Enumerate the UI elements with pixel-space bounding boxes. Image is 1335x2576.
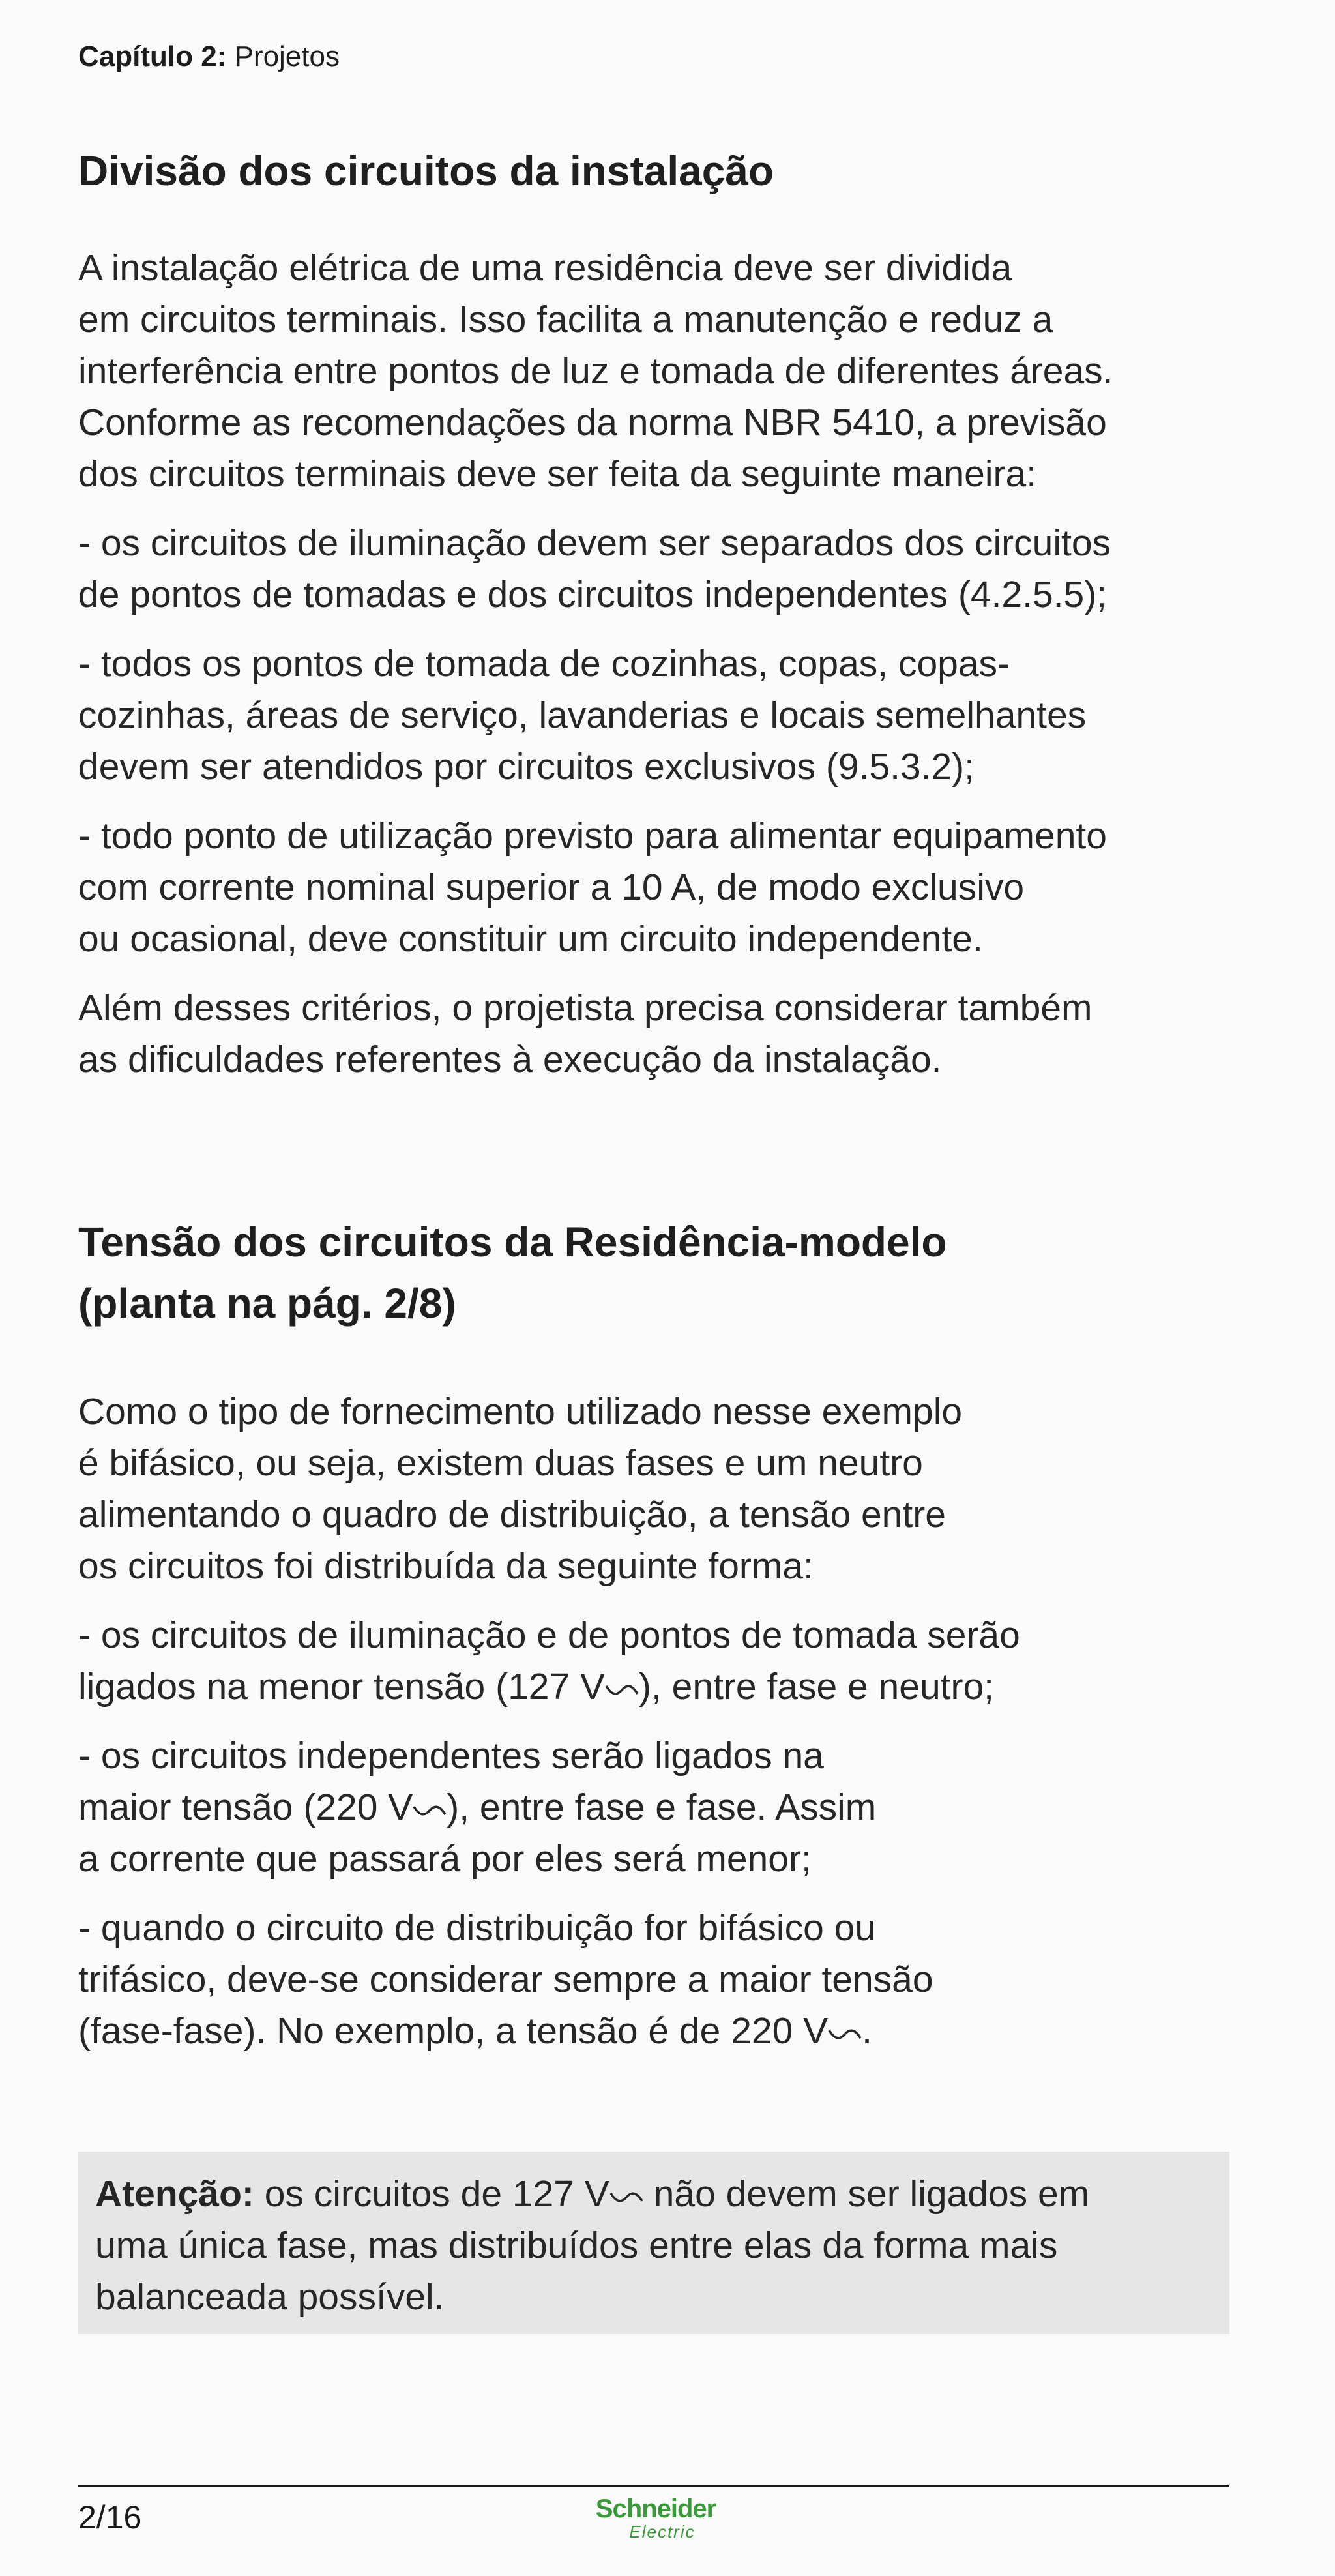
ac-symbol-icon: [605, 1680, 639, 1699]
paragraph-supply: Como o tipo de fornecimento utilizado nesse exemplo é bifásico, ou seja, existem duas fases e um neutro alimentando o quadro de distribuição, a tensão entre os circuitos foi distribuída da seguinte forma:: [78, 1391, 963, 1587]
ac-symbol-icon: [413, 1800, 447, 1820]
section-title-voltage: Tensão dos circuitos da Residência-modelo (planta na pág. 2/8): [78, 1219, 947, 1327]
text-127v-b: ), entre fase e neutro;: [639, 1666, 995, 1708]
section-title-division: Divisão dos circuitos da instalação: [78, 147, 774, 194]
section-body-voltage: [78, 1386, 1225, 2075]
text-distribution-b: .: [862, 2010, 873, 2052]
paragraph-rule-kitchen: - todos os pontos de tomada de cozinhas, copas, copas- cozinhas, áreas de serviço, lavanderias e locais semelhantes devem ser atendidos por circuitos exclusivos (9.5.3.2);: [78, 643, 1087, 788]
paragraph-220v: [78, 1730, 1225, 1885]
paragraph-rule-lighting: - os circuitos de iluminação devem ser separados dos circuitos de pontos de tomadas e dos circuitos independentes (4.2.5.5);: [78, 522, 1111, 615]
attention-label: Atenção:: [95, 2173, 254, 2215]
text-distribution-a: - quando o circuito de distribuição for bifásico ou trifásico, deve-se considerar sempre a maior tensão (fase-fase). No exemplo, a tensão é de 220 V: [78, 1907, 933, 2052]
chapter-label: Capítulo 2:: [78, 40, 227, 72]
attention-text-b: não devem ser ligados em uma única fase, mas distribuídos entre elas da forma mais balanceada possível.: [95, 2173, 1090, 2318]
ac-symbol-icon: [828, 2024, 862, 2043]
paragraph-criteria: Além desses critérios, o projetista precisa considerar também as dificuldades referentes à execução da instalação.: [78, 987, 1093, 1080]
attention-box: [78, 2152, 1229, 2334]
ac-symbol-icon: [609, 2187, 643, 2206]
text-127v-a: - os circuitos de iluminação e de pontos de tomada serão ligados na menor tensão (127 V: [78, 1614, 1020, 1708]
logo-subtitle: Electric: [629, 2522, 696, 2541]
text-220v-a: - os circuitos independentes serão ligados na maior tensão (220 V: [78, 1735, 824, 1828]
chapter-title: Projetos: [234, 40, 340, 72]
paragraph-127v: [78, 1610, 1225, 1713]
paragraph-rule-10a: - todo ponto de utilização previsto para alimentar equipamento com corrente nominal superior a 10 A, de modo exclusivo ou ocasional, deve constituir um circuito independente.: [78, 815, 1107, 960]
schneider-electric-logo: [578, 2495, 734, 2540]
attention-text-a: os circuitos de 127 V: [254, 2173, 609, 2215]
chapter-header: [78, 40, 340, 73]
text-220v-b: ), entre fase e fase. Assim a corrente que passará por eles será menor;: [78, 1786, 877, 1880]
paragraph-distribution: [78, 1902, 1225, 2057]
logo-wordmark: Schneider: [595, 2495, 716, 2523]
page-number: 2/16: [78, 2499, 142, 2536]
attention-text: [95, 2169, 1212, 2323]
section-body-division: [78, 243, 1225, 1103]
footer-divider: [78, 2485, 1229, 2487]
paragraph-intro: A instalação elétrica de uma residência deve ser dividida em circuitos terminais. Isso facilita a manutenção e reduz a interferência entre pontos de luz e tomada de diferentes áreas. Conforme as recomendações da norma NBR 5410, a previsão dos circuitos terminais deve ser feita da seguinte maneira:: [78, 247, 1113, 495]
